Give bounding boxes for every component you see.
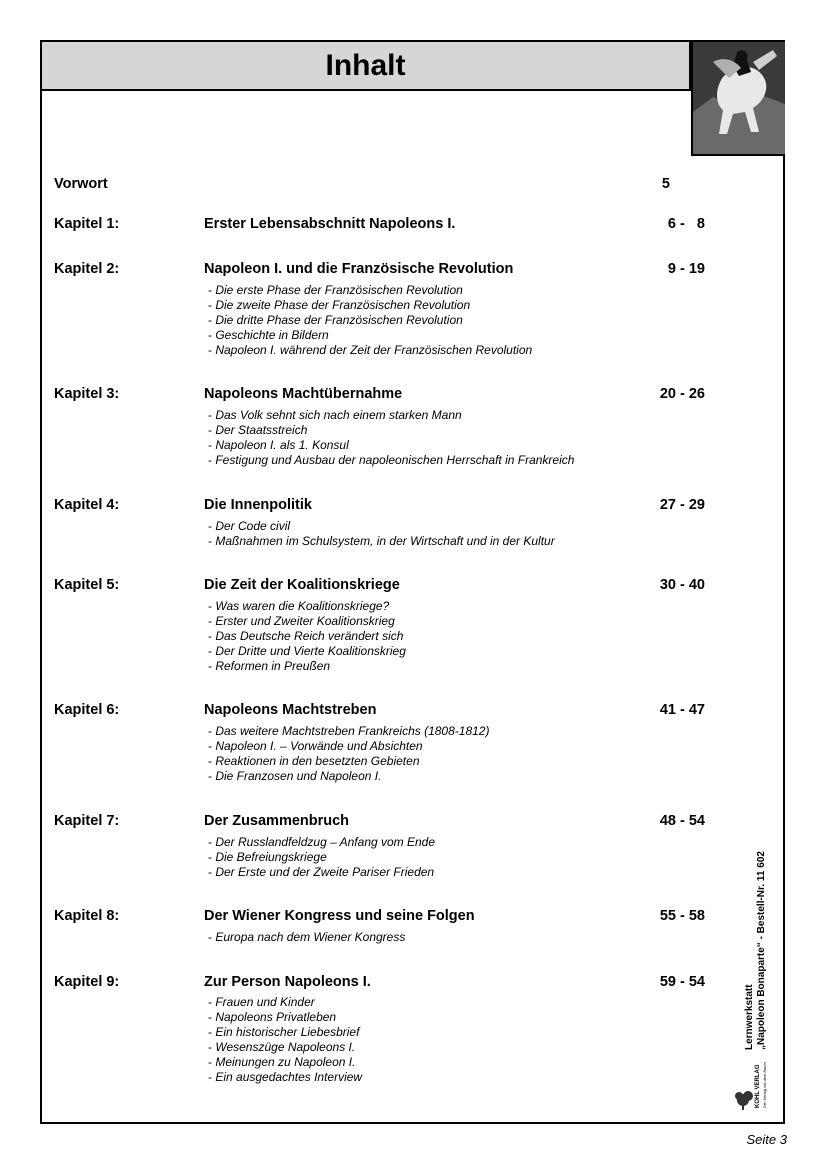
toc-chapter-row (54, 813, 705, 833)
publisher-logo (735, 1050, 771, 1110)
toc-chapter-row (54, 908, 705, 928)
napoleon-portrait-image (691, 42, 785, 156)
toc-vorwort-row (54, 176, 670, 196)
subtopic-item: - Die dritte Phase der Französischen Revolution (208, 313, 532, 328)
chapter-pages: 55 - 58 (659, 908, 705, 924)
subtopic-item: - Maßnahmen im Schulsystem, in der Wirtschaft und in der Kultur (208, 534, 555, 549)
subtopic-item: - Das Volk sehnt sich nach einem starken Mann (208, 408, 574, 423)
subtopic-item: - Wesenszüge Napoleons I. (208, 1040, 362, 1055)
subtopic-item: - Der Staatsstreich (208, 423, 574, 438)
subtopic-item: - Europa nach dem Wiener Kongress (208, 930, 405, 945)
chapter-pages: 59 - 54 (659, 974, 705, 990)
napoleon-horse-illustration (693, 42, 785, 154)
chapter-label: Kapitel 6: (54, 702, 120, 718)
chapter-title: Zur Person Napoleons I. (204, 974, 371, 990)
vorwort-pages: 5 (661, 176, 670, 192)
chapter-title: Der Zusammenbruch (204, 813, 350, 829)
subtopic-item: - Festigung und Ausbau der napoleonischen Herrschaft in Frankreich (208, 453, 574, 468)
chapter-label: Kapitel 7: (54, 813, 120, 829)
chapter-subtopics (208, 930, 405, 945)
toc-chapter-row (54, 577, 705, 597)
imprint-line-2: „Napoleon Bonaparte“ - Bestell-Nr. 11 602 (756, 851, 767, 1050)
subtopic-item: - Der Dritte und Vierte Koalitionskrieg (208, 644, 406, 659)
chapter-title: Die Innenpolitik (204, 497, 312, 513)
chapter-label: Kapitel 5: (54, 577, 120, 593)
toc-chapter-row (54, 216, 705, 236)
chapter-pages: 20 - 26 (659, 386, 705, 402)
chapter-title: Napoleons Machtübernahme (204, 386, 403, 402)
chapter-title: Napoleons Machtstreben (204, 702, 377, 718)
toc-chapter-row (54, 702, 705, 722)
chapter-subtopics (208, 519, 555, 549)
chapter-label: Kapitel 3: (54, 386, 120, 402)
subtopic-item: - Meinungen zu Napoleon I. (208, 1055, 362, 1070)
chapter-pages: 30 - 40 (659, 577, 705, 593)
chapter-label: Kapitel 4: (54, 497, 120, 513)
chapter-subtopics (208, 835, 435, 880)
subtopic-item: - Die Befreiungskriege (208, 850, 435, 865)
page-title: Inhalt (325, 49, 406, 82)
subtopic-item: - Der Russlandfeldzug – Anfang vom Ende (208, 835, 435, 850)
publisher-name: KOHL VERLAG (755, 1064, 761, 1108)
publisher-tagline: Der Verlag mit dem Baum (762, 1062, 767, 1108)
chapter-pages: 6 - 8 (667, 216, 705, 232)
chapter-pages: 41 - 47 (659, 702, 705, 718)
subtopic-item: - Das weitere Machtstreben Frankreichs (1808-1812) (208, 724, 489, 739)
subtopic-item: - Die zweite Phase der Französischen Revolution (208, 298, 532, 313)
toc-chapter-row (54, 261, 705, 281)
imprint-line-1: Lernwerkstatt (744, 984, 755, 1050)
chapter-title: Napoleon I. und die Französische Revolution (204, 261, 514, 277)
subtopic-item: - Reformen in Preußen (208, 659, 406, 674)
vorwort-label: Vorwort (54, 176, 108, 192)
subtopic-item: - Die Franzosen und Napoleon I. (208, 769, 489, 784)
subtopic-item: - Der Erste und der Zweite Pariser Frieden (208, 865, 435, 880)
subtopic-item: - Napoleon I. – Vorwände und Absichten (208, 739, 489, 754)
subtopic-item: - Ein historischer Liebesbrief (208, 1025, 362, 1040)
subtopic-item: - Geschichte in Bildern (208, 328, 532, 343)
chapter-label: Kapitel 9: (54, 974, 120, 990)
subtopic-item: - Napoleon I. während der Zeit der Französischen Revolution (208, 343, 532, 358)
toc-chapter-row (54, 386, 705, 406)
subtopic-item: - Die erste Phase der Französischen Revolution (208, 283, 532, 298)
subtopic-item: - Frauen und Kinder (208, 995, 362, 1010)
chapter-pages: 27 - 29 (659, 497, 705, 513)
title-bar (42, 42, 691, 91)
chapter-subtopics (208, 283, 532, 358)
toc-chapter-row (54, 974, 705, 994)
tree-logo-icon (735, 1050, 771, 1110)
chapter-label: Kapitel 8: (54, 908, 120, 924)
chapter-subtopics (208, 724, 489, 784)
subtopic-item: - Der Code civil (208, 519, 555, 534)
subtopic-item: - Reaktionen in den besetzten Gebieten (208, 754, 489, 769)
toc-chapter-row (54, 497, 705, 517)
chapter-subtopics (208, 995, 362, 1085)
chapter-subtopics (208, 599, 406, 674)
subtopic-item: - Was waren die Koalitionskriege? (208, 599, 406, 614)
subtopic-item: - Napoleons Privatleben (208, 1010, 362, 1025)
chapter-label: Kapitel 2: (54, 261, 120, 277)
chapter-subtopics (208, 408, 574, 468)
chapter-pages: 9 - 19 (667, 261, 705, 277)
chapter-title: Erster Lebensabschnitt Napoleons I. (204, 216, 456, 232)
page-number: Seite 3 (746, 1132, 787, 1147)
subtopic-item: - Napoleon I. als 1. Konsul (208, 438, 574, 453)
subtopic-item: - Ein ausgedachtes Interview (208, 1070, 362, 1085)
subtopic-item: - Das Deutsche Reich verändert sich (208, 629, 406, 644)
chapter-title: Die Zeit der Koalitionskriege (204, 577, 400, 593)
chapter-pages: 48 - 54 (659, 813, 705, 829)
chapter-title: Der Wiener Kongress und seine Folgen (204, 908, 475, 924)
subtopic-item: - Erster und Zweiter Koalitionskrieg (208, 614, 406, 629)
chapter-label: Kapitel 1: (54, 216, 120, 232)
